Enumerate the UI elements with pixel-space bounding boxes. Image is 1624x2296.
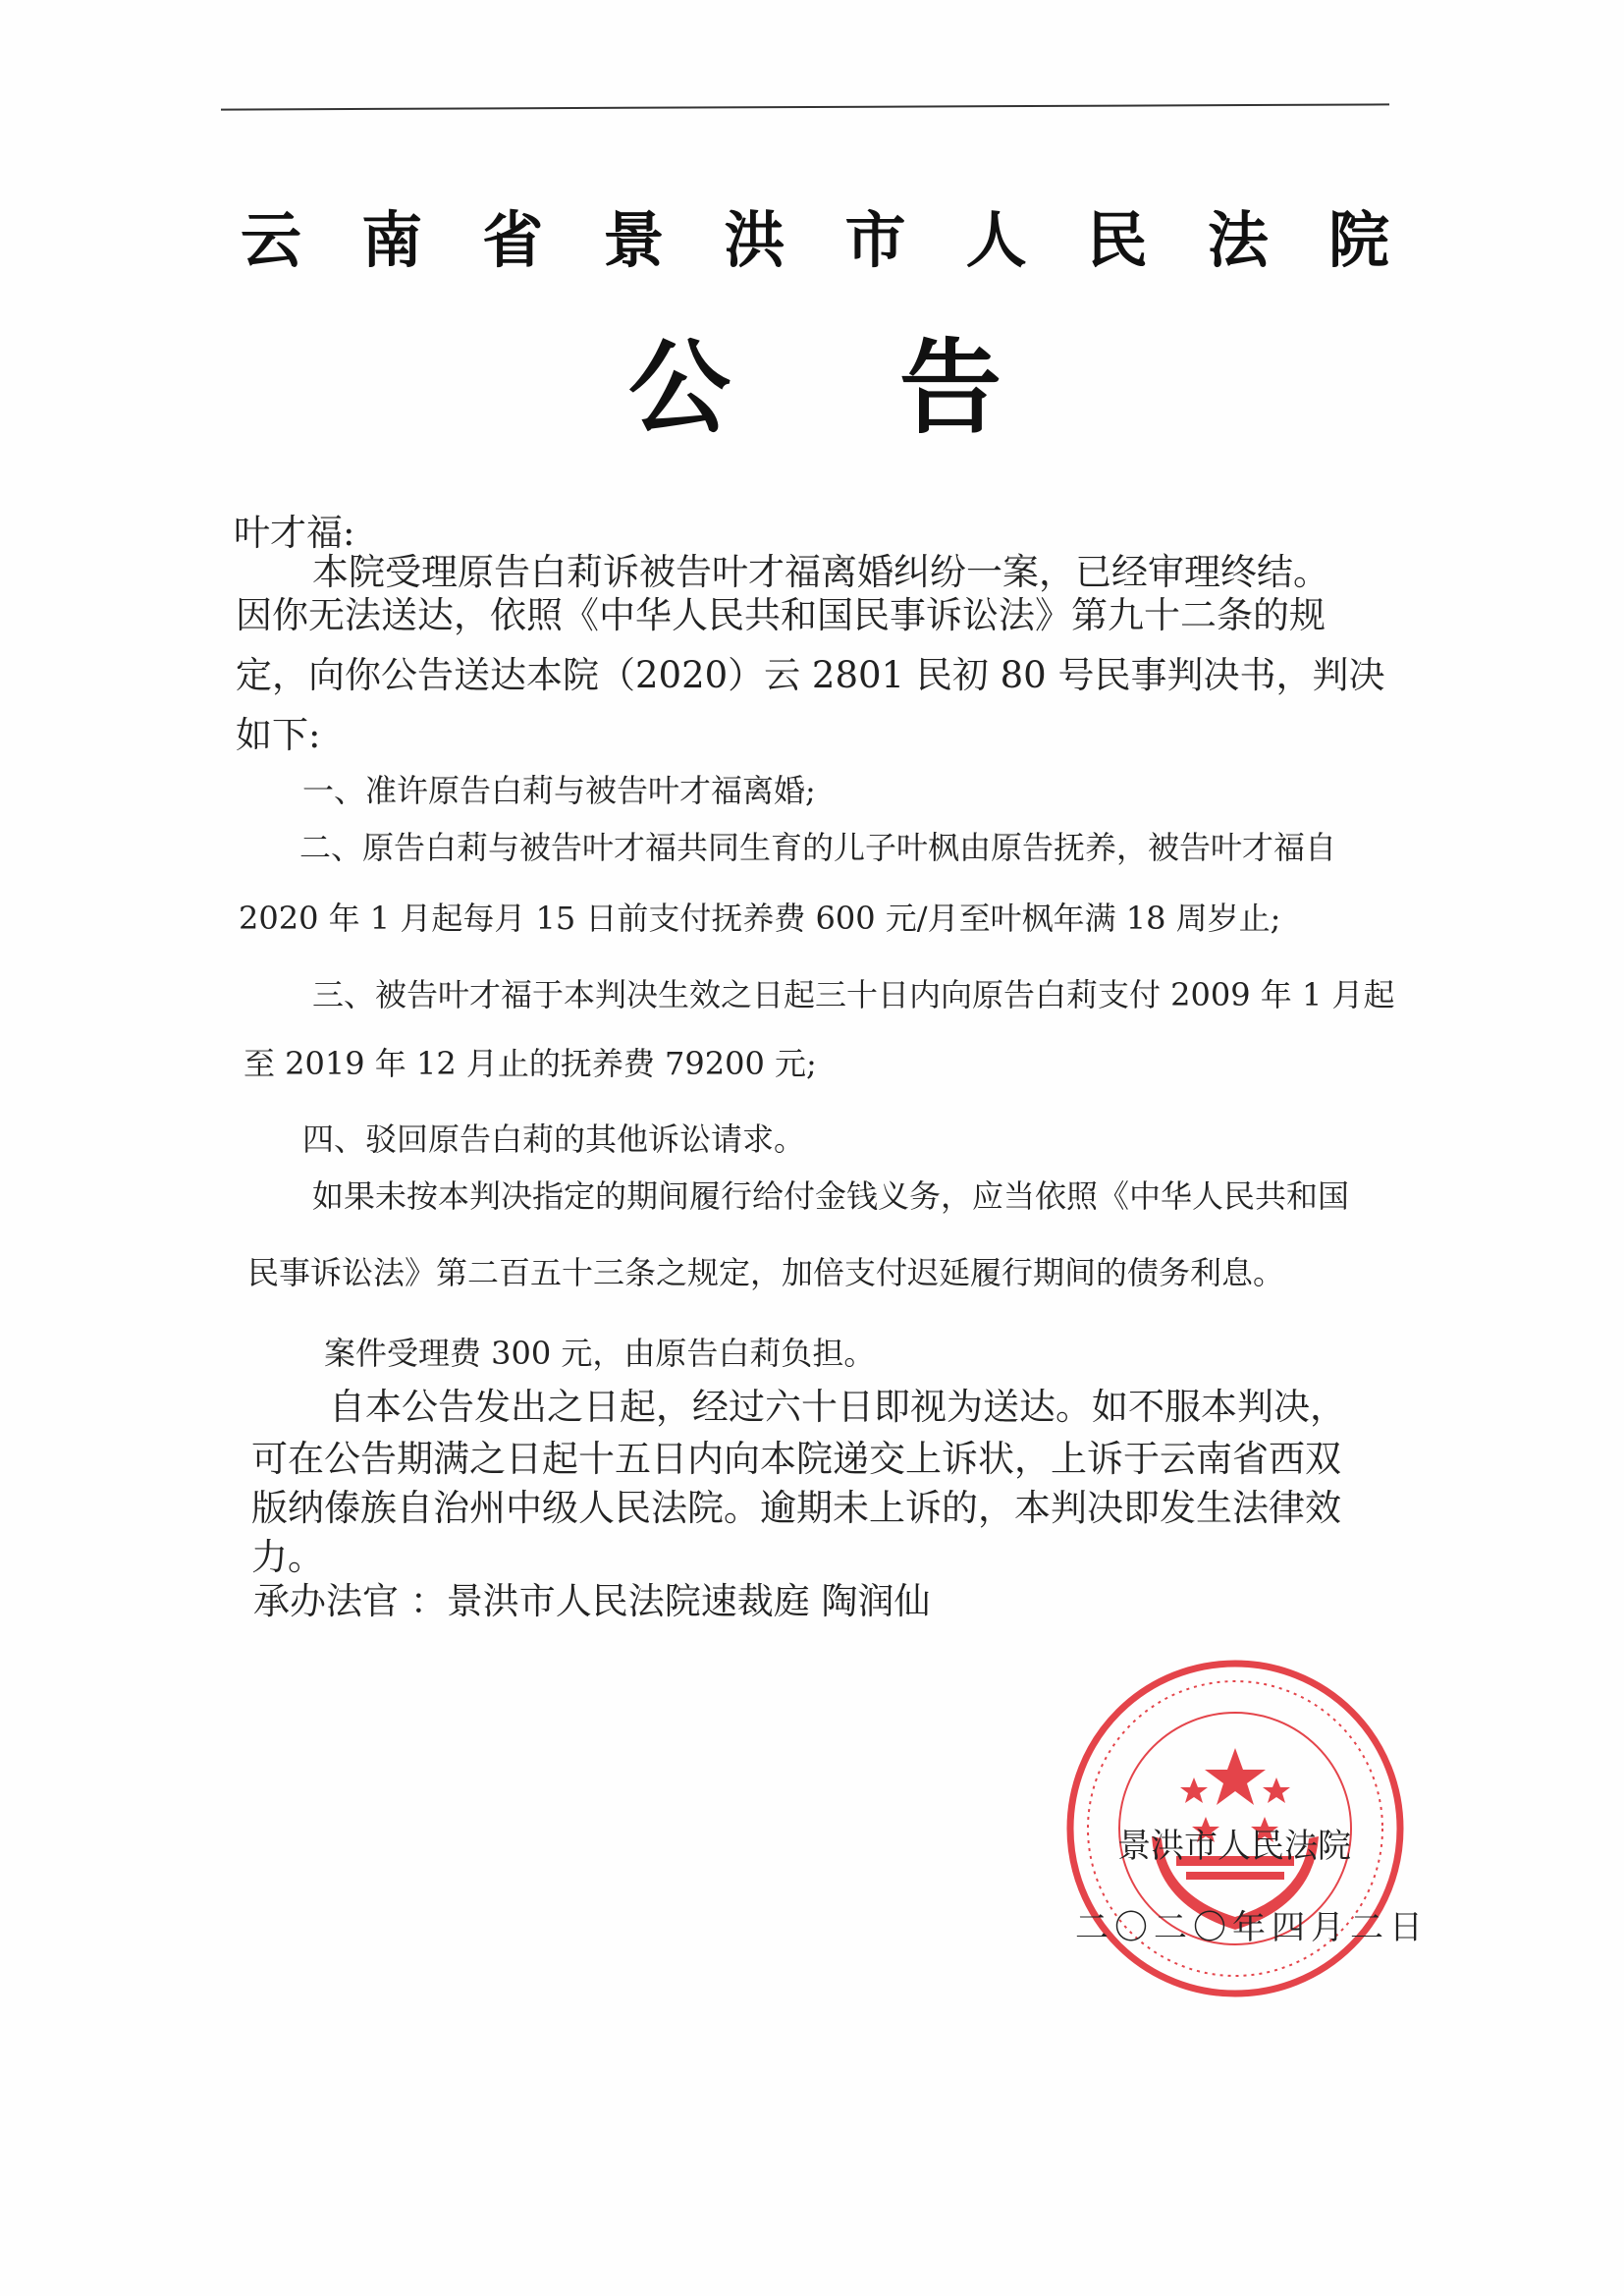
judgment-line: 至 2019 年 12 月止的抚养费 79200 元; (244, 1045, 817, 1082)
court-name-char: 人 (965, 204, 1027, 276)
court-name-char: 法 (1207, 204, 1269, 276)
court-name-char: 景 (603, 204, 665, 276)
signature-court: 景洪市人民法院 (1117, 1827, 1351, 1866)
judgment-line: 二、原告白莉与被告叶才福共同生育的儿子叶枫由原告抚养，被告叶才福自 (299, 829, 1337, 866)
notice-heading (628, 324, 1001, 452)
presiding-judge: 承办法官 ：景洪市人民法院速裁庭 陶润仙 (253, 1580, 931, 1622)
judgment-line: 民事诉讼法》第二百五十三条之规定，加倍支付迟延履行期间的债务利息。 (247, 1254, 1285, 1291)
intro-line: 如下: (236, 714, 321, 756)
notice-char: 公 (628, 328, 731, 448)
judgment-line: 如果未按本判决指定的期间履行给付金钱义务，应当依照《中华人民共和国 (312, 1177, 1350, 1215)
notice-char: 告 (898, 328, 1001, 448)
judgment-line: 三、被告叶才福于本判决生效之日起三十日内向原告白莉支付 2009 年 1 月起 (312, 976, 1395, 1013)
court-name-char: 市 (844, 204, 906, 276)
top-rule (221, 103, 1389, 110)
intro-line: 本院受理原告白莉诉被告叶才福离婚纠纷一案，已经审理终结。 (312, 551, 1329, 593)
court-name-char: 省 (482, 204, 544, 276)
judgment-line: 2020 年 1 月起每月 15 日前支付抚养费 600 元/月至叶枫年满 18 周岁止; (239, 900, 1281, 937)
court-name-char: 洪 (724, 204, 785, 276)
court-name-char: 院 (1327, 204, 1389, 276)
addressee: 叶才福: (234, 512, 355, 554)
intro-line: 因你无法送达，依照《中华人民共和国民事诉讼法》第九十二条的规 (236, 594, 1326, 636)
court-name-char: 民 (1086, 204, 1148, 276)
court-name-char: 云 (241, 204, 302, 276)
closing-line: 力。 (251, 1536, 324, 1578)
court-name-heading (241, 201, 1389, 280)
closing-line: 版纳傣族自治州中级人民法院。逾期未上诉的，本判决即发生法律效 (251, 1487, 1341, 1529)
signature-date: 二〇二〇年四月二日 (1075, 1908, 1429, 1947)
judgment-line: 一、准许原告白莉与被告叶才福离婚; (302, 772, 816, 809)
closing-line: 可在公告期满之日起十五日内向本院递交上诉状，上诉于云南省西双 (251, 1438, 1341, 1480)
intro-line: 定，向你公告送达本院（2020）云 2801 民初 80 号民事判决书，判决 (236, 654, 1385, 696)
judgment-line: 四、驳回原告白莉的其他诉讼请求。 (302, 1121, 806, 1158)
closing-line: 自本公告发出之日起，经过六十日即视为送达。如不服本判决， (329, 1386, 1346, 1428)
judgment-line: 案件受理费 300 元，由原告白莉负担。 (324, 1335, 876, 1372)
court-name-char: 南 (361, 204, 423, 276)
